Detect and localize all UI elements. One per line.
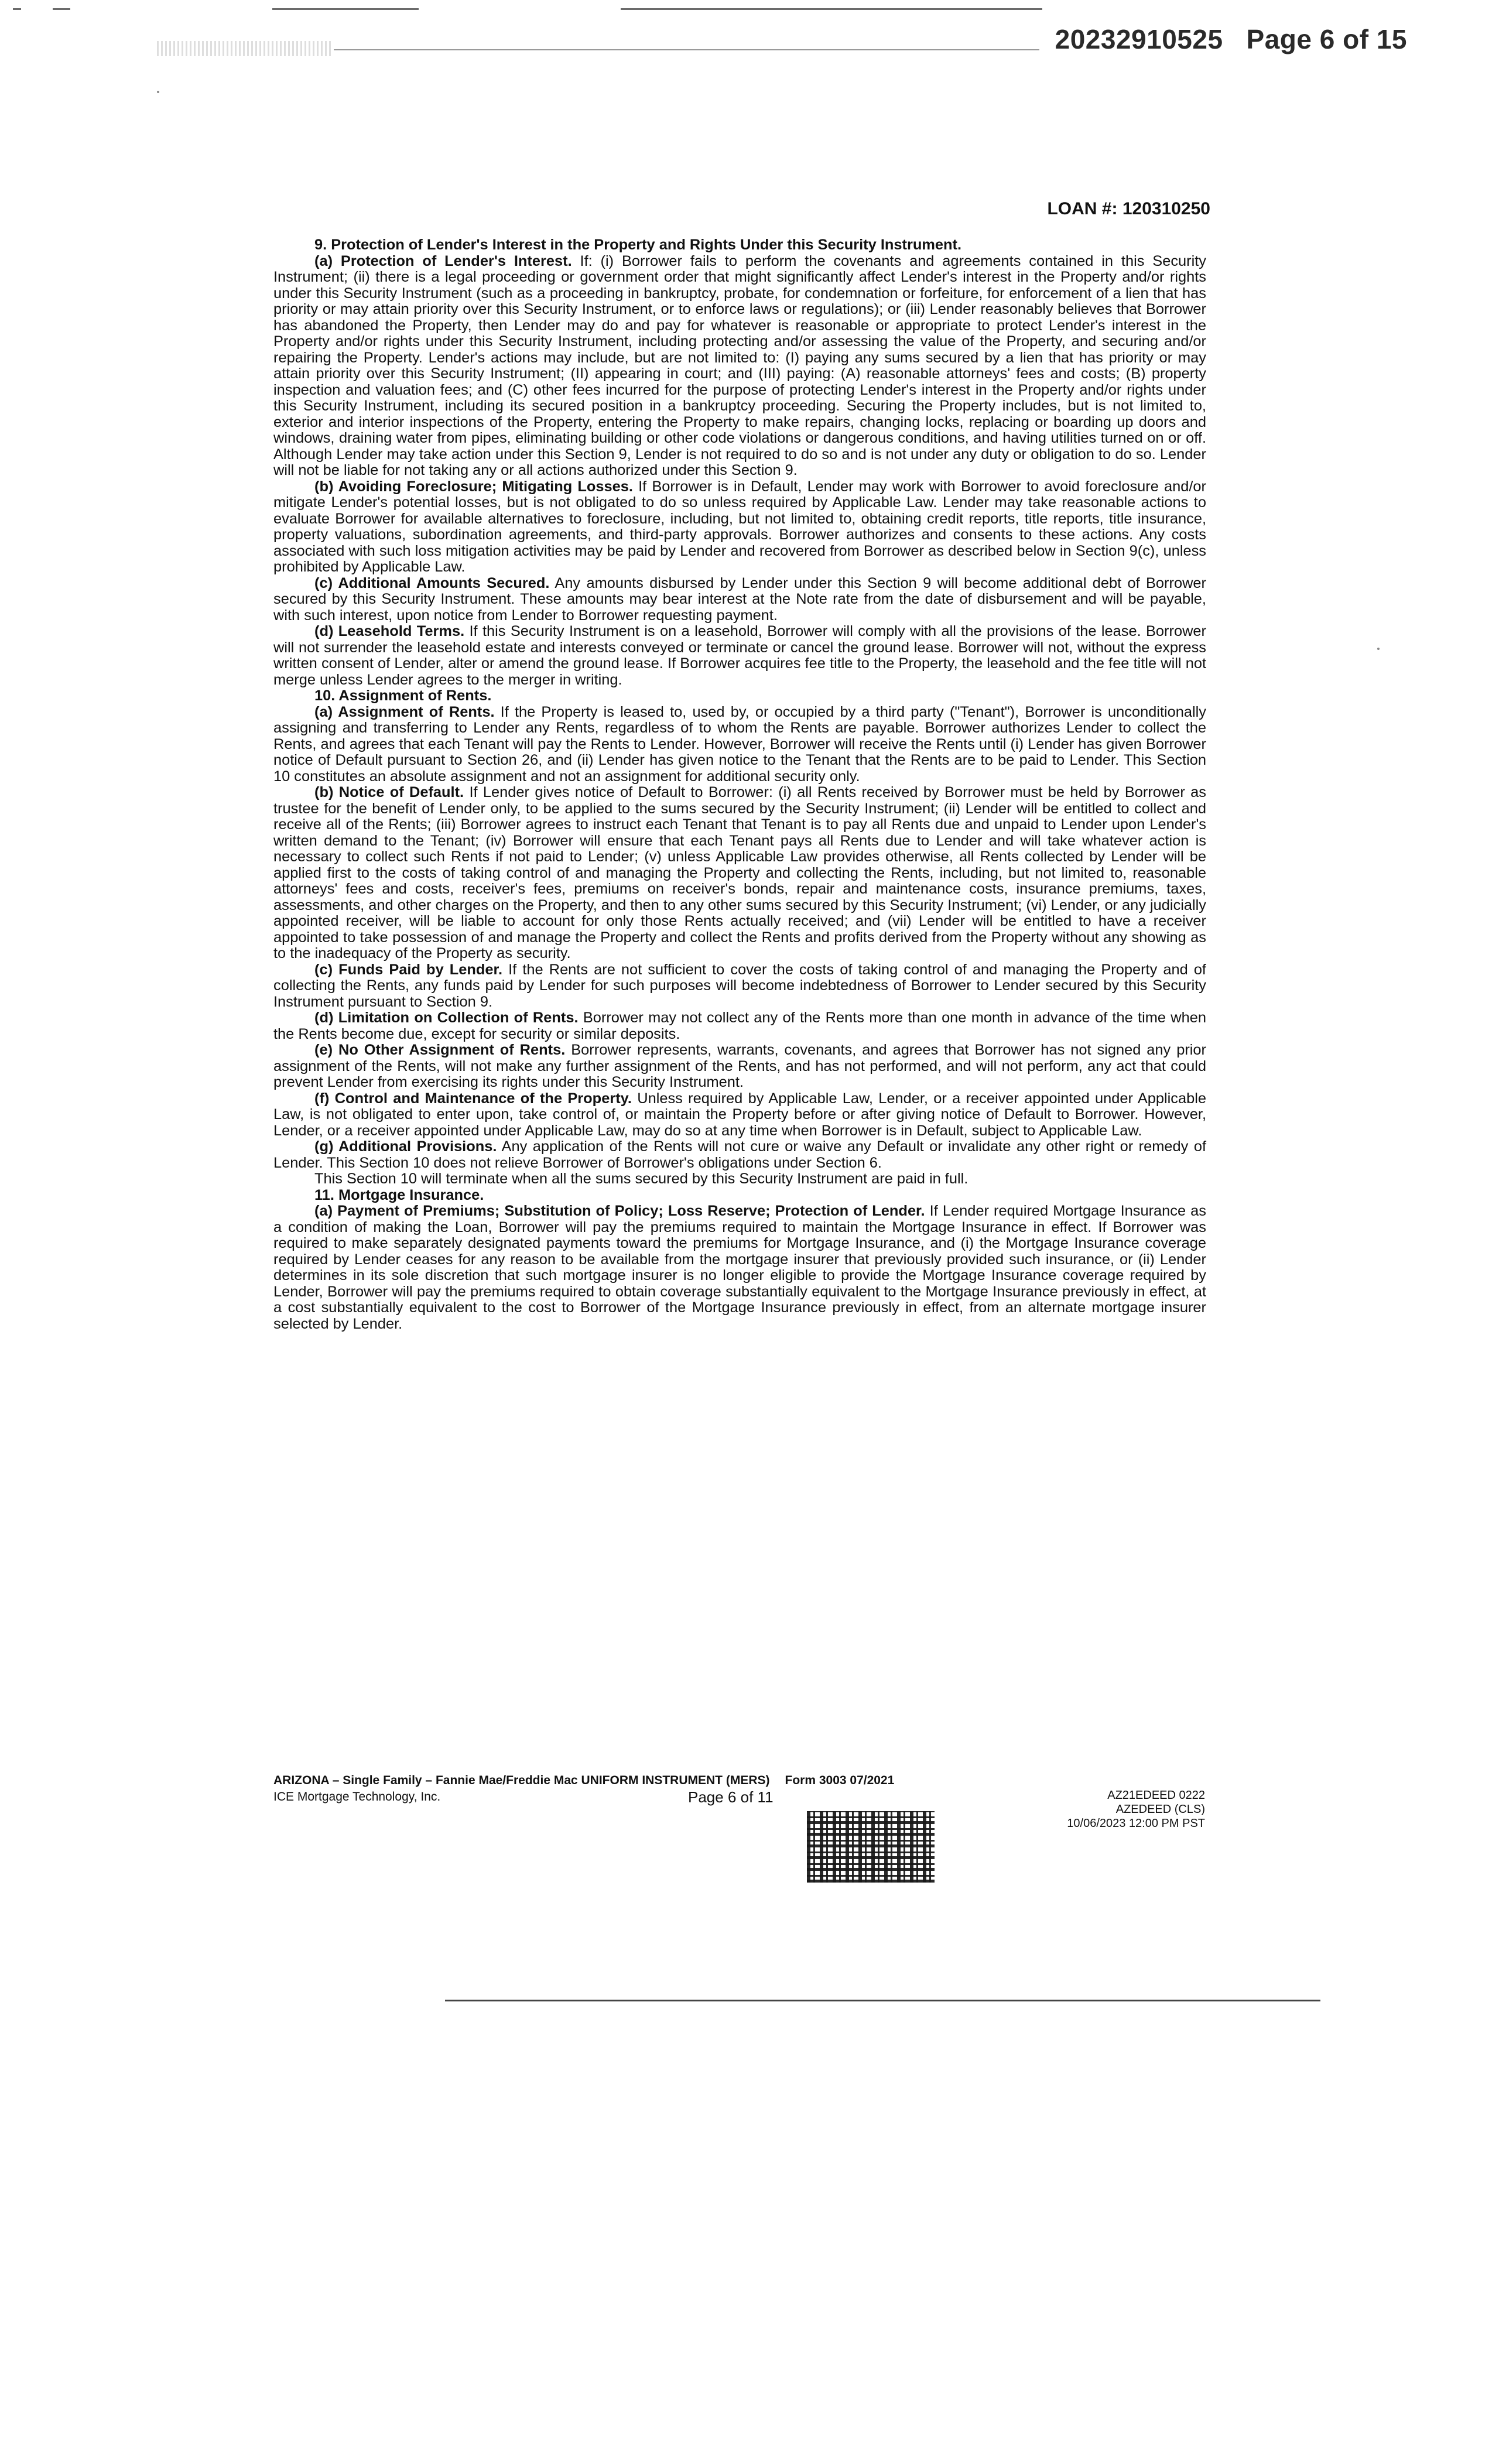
section-text: Unless required by Applicable Law, Lender, or a receiver appointed under Applicable Law, is not obligated to enter upon, take control of, or maintain the Property before or after giving notice of Default to Borrower. However, Lender, or a receiver appointed under Applicable Law, may do so at any time when Borrower is in Default, subject to Applicable Law. (273, 1090, 1206, 1139)
section-paragraph (273, 576, 1206, 624)
section-heading: (d) Leasehold Terms. (314, 623, 465, 639)
scan-speck (53, 8, 70, 10)
section-paragraph (273, 1042, 1206, 1091)
section-text: If the Property is leased to, used by, or occupied by a third party ("Tenant"), Borrower is unconditionally assigning and transferring to Lender any Rents, regardless of to whom the Rents are payable. Borrower authorizes Lender to collect the Rents, and agrees that each Tenant will pay the Rents to Lender. However, Borrower will receive the Rents until (i) Lender has given Borrower notice of Default pursuant to Section 26, and (ii) Lender has given notice to the Tenant that the Rents are to be paid to Lender. This Section 10 constitutes an absolute assignment and not an assignment for additional security only. (273, 703, 1206, 785)
section-heading: (b) Notice of Default. (314, 784, 464, 800)
section-heading: 11. Mortgage Insurance. (314, 1186, 484, 1203)
section-paragraph (273, 785, 1206, 962)
section-paragraph (273, 1091, 1206, 1139)
loan-number (1047, 199, 1210, 219)
footer-page-number: Page 6 of 11 (688, 1788, 774, 1806)
section-text: Any amounts disbursed by Lender under this Section 9 will become additional debt of Borrower secured by this Security Instrument. These amounts may bear interest at the Note rate from the date of disbursement and will be payable, with such interest, upon notice from Lender to Borrower requesting payment. (273, 574, 1206, 624)
doc-number: 20232910525 (1055, 24, 1223, 54)
page-label: Page 6 of 15 (1246, 24, 1407, 54)
section-text: If the Rents are not sufficient to cover the costs of taking control of and managing the Property and of collecting the Rents, any funds paid by Lender for such purposes will become indebtedness of Borrower to Lender secured by this Security Instrument pursuant to Section 9. (273, 961, 1206, 1010)
section-heading: (a) Payment of Premiums; Substitution of Policy; Loss Reserve; Protection of Lender. (314, 1203, 925, 1219)
section-paragraph (273, 1203, 1206, 1332)
section-text: If: (i) Borrower fails to perform the covenants and agreements contained in this Security Instrument; (ii) there is a legal proceeding or government order that might significantly affect Lender's interest in the Property and/or rights under this Security Instrument (such as a proceeding in bankruptcy, probate, for condemnation or forfeiture, for enforcement of a lien that has priority or may attain priority over this Security Instrument, or to enforce laws or regulations); or (iii) Lender reasonably believes that Borrower has abandoned the Property, then Lender may do and pay for whatever is reasonable or appropriate to protect Lender's interest in the Property and/or rights under this Security Instrument, including protecting and/or assessing the value of the Property, and securing and/or repairing the Property. Lender's actions may include, but are not limited to: (I) paying any sums secured by a lien that has priority or may attain priority over this Security Instrument; (II) appearing in court; and (III) paying: (A) reasonable attorneys' fees and costs; (B) property inspection and valuation fees; and (C) other fees incurred for the purpose of protecting Lender's interest in the Property and/or rights under this Security Instrument, including its secured position in a bankruptcy proceeding. Securing the Property includes, but is not limited to, exterior and interior inspections of the Property, entering the Property to make repairs, changing locks, replacing or boarding up doors and windows, draining water from pipes, eliminating building or other code violations or dangerous conditions, and having utilities turned on or off. Although Lender may take action under this Section 9, Lender is not required to do so and is not under any duty or obligation to do so. Lender will not be liable for not taking any or all actions authorized under this Section 9. (273, 252, 1206, 478)
section-heading: (a) Protection of Lender's Interest. (314, 252, 572, 269)
footer-form-info (273, 1772, 894, 1805)
section-text: If this Security Instrument is on a leasehold, Borrower will comply with all the provisions of the lease. Borrower will not surrender the leasehold estate and interests conveyed or terminate or cancel the ground lease. Borrower will not, without the express written consent of Lender, alter or amend the ground lease. If Borrower acquires fee title to the Property, the leasehold and the fee title will not merge unless Lender agrees to the merger in writing. (273, 623, 1206, 688)
loan-label: LOAN #: (1047, 199, 1118, 218)
scan-speck (1377, 648, 1380, 650)
footer-form-number: Form 3003 07/2021 (785, 1774, 895, 1787)
footer-title: ARIZONA – Single Family – Fannie Mae/Freddie Mac UNIFORM INSTRUMENT (MERS) (273, 1774, 770, 1787)
section-heading: 10. Assignment of Rents. (314, 687, 492, 704)
section-text: Any application of the Rents will not cure or waive any Default or invalidate any other right or remedy of Lender. This Section 10 does not relieve Borrower of Borrower's obligations under Section 6. (273, 1138, 1206, 1171)
section-text: Borrower may not collect any of the Rents more than one month in advance of the time when the Rents become due, except for security or similar deposits. (273, 1009, 1206, 1042)
scan-speck (272, 8, 419, 10)
section-paragraph (273, 479, 1206, 576)
footer-codes (1067, 1788, 1205, 1830)
scan-speck (621, 8, 1042, 10)
section-text: If Borrower is in Default, Lender may work with Borrower to avoid foreclosure and/or mitigate Lender's potential losses, but is not obligated to do so unless required by Applicable Law. Lender may take reasonable actions to evaluate Borrower for available alternatives to foreclosure, including, but not limited to, obtaining credit reports, title reports, title insurance, property valuations, subordination agreements, and third-party approvals. Borrower authorizes and consents to these actions. Any costs associated with such loss mitigation activities may be paid by Lender and recovered from Borrower as described below in Section 9(c), unless prohibited by Applicable Law. (273, 478, 1207, 575)
scan-noise (157, 41, 333, 56)
section-heading: (g) Additional Provisions. (314, 1138, 497, 1155)
section-paragraph (273, 1010, 1206, 1042)
recording-header (1055, 23, 1407, 55)
section-paragraph (273, 962, 1206, 1011)
section-heading: (e) No Other Assignment of Rents. (314, 1042, 566, 1058)
section-text: Borrower represents, warrants, covenants, and agrees that Borrower has not signed any prior assignment of the Rents, will not make any further assignment of the Rents, and has not performed, and will not perform, any act that could prevent Lender from exercising its rights under this Security Instrument. (273, 1042, 1206, 1090)
section-heading: (f) Control and Maintenance of the Property. (314, 1090, 632, 1107)
barcode-image (807, 1811, 935, 1883)
loan-value: 120310250 (1122, 199, 1210, 218)
footer-code-1: AZ21EDEED 0222 (1107, 1789, 1205, 1802)
section-paragraph (273, 1187, 1206, 1204)
scan-speck (13, 8, 21, 10)
section-text: If Lender required Mortgage Insurance as a condition of making the Loan, Borrower will pay the premiums required to maintain the Mortgage Insurance in effect. If Borrower was required to make separately designated payments toward the premiums for Mortgage Insurance, and (i) the Mortgage Insurance coverage required by Lender ceases for any reason to be available from the mortgage insurer that previously provided such insurance, or (ii) Lender determines in its sole discretion that such mortgage insurer is no longer eligible to provide the Mortgage Insurance coverage required by Lender, Borrower will pay the premiums required to obtain coverage substantially equivalent to the Mortgage Insurance previously in effect, at a cost substantially equivalent to the cost to Borrower of the Mortgage Insurance previously in effect, from an alternate mortgage insurer selected by Lender. (273, 1203, 1206, 1332)
section-heading: (c) Funds Paid by Lender. (314, 961, 503, 978)
section-heading: (a) Assignment of Rents. (314, 703, 495, 720)
section-heading: (c) Additional Amounts Secured. (314, 574, 550, 591)
bottom-divider (445, 2000, 1320, 2001)
section-paragraph (273, 624, 1206, 688)
section-text: If Lender gives notice of Default to Borrower: (i) all Rents received by Borrower must be held by Borrower as trustee for the benefit of Lender only, to be applied to the sums secured by the Security Instrument; (ii) Lender will be entitled to collect and receive all of the Rents; (iii) Borrower agrees to instruct each Tenant that Tenant is to pay all Rents due and unpaid to Lender upon Lender's written demand to the Tenant; (iv) Borrower will ensure that each Tenant pays all Rents due to Lender and will take whatever action is necessary to collect such Rents if not paid to Lender; (v) unless Applicable Law provides otherwise, all Rents collected by Lender will be applied first to the costs of taking control of and managing the Property and collecting the Rents, including, but not limited to, reasonable attorneys' fees and costs, receiver's fees, premiums on receiver's bonds, repair and maintenance costs, insurance premiums, taxes, assessments, and other charges on the Property, and then to any other sums secured by this Security Instrument; (vi) Lender, or any judicially appointed receiver, will be liable to account for only those Rents actually received; and (vii) Lender will be entitled to have a receiver appointed to take possession of and manage the Property and collect the Rents and profits derived from the Property without any showing as to the inadequacy of the Property as security. (273, 784, 1206, 961)
document-body (273, 237, 1206, 1332)
section-paragraph (273, 237, 1206, 254)
footer-code-2: AZEDEED (CLS) (1115, 1803, 1205, 1816)
footer-company: ICE Mortgage Technology, Inc. (273, 1790, 441, 1803)
section-paragraph (273, 1139, 1206, 1171)
section-paragraph (273, 254, 1206, 479)
scan-line (334, 49, 1039, 50)
section-paragraph (273, 704, 1206, 785)
scan-speck (157, 91, 159, 93)
section-heading: (d) Limitation on Collection of Rents. (314, 1009, 579, 1026)
section-paragraph (273, 1171, 1206, 1187)
section-heading: (b) Avoiding Foreclosure; Mitigating Losses. (314, 478, 633, 495)
footer-timestamp: 10/06/2023 12:00 PM PST (1067, 1817, 1205, 1830)
section-paragraph (273, 688, 1206, 704)
section-heading: 9. Protection of Lender's Interest in the Property and Rights Under this Security Instrument. (314, 237, 962, 253)
section-text: This Section 10 will terminate when all the sums secured by this Security Instrument are paid in full. (314, 1171, 968, 1187)
